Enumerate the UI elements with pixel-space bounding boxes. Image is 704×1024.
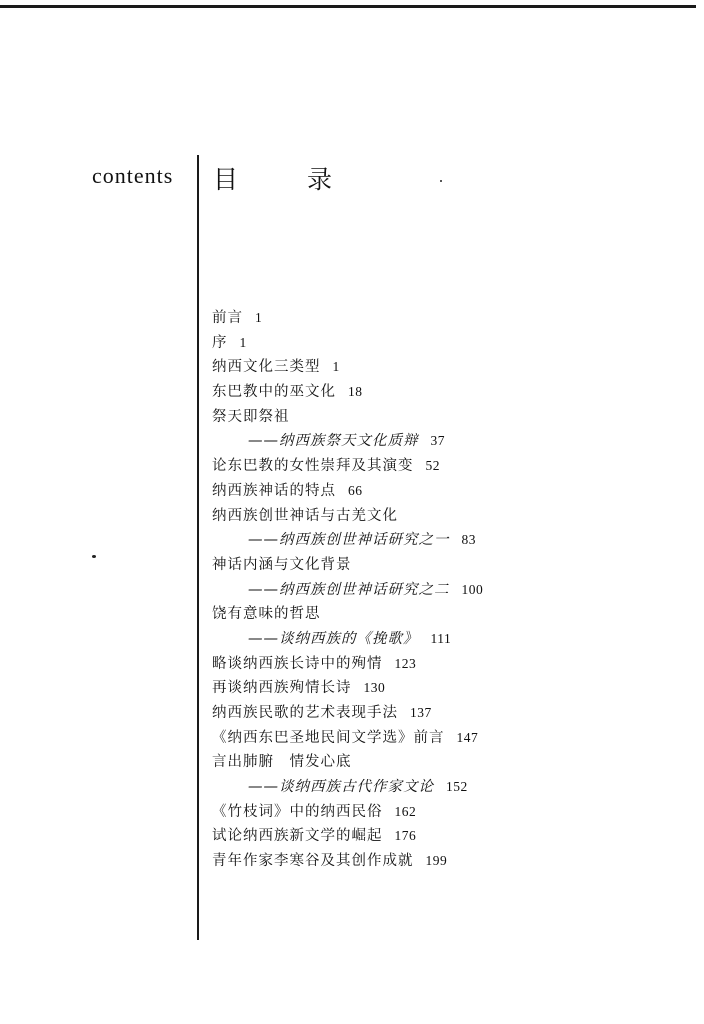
toc-entry bbox=[212, 652, 682, 677]
toc-page-number: 1 bbox=[332, 359, 340, 375]
toc-entry-title: 纳西文化三类型 bbox=[212, 359, 321, 376]
toc-page-number: 1 bbox=[239, 334, 247, 350]
toc-entry-title: ——谈纳西族古代作家文论 bbox=[248, 779, 434, 796]
toc-page-number: 162 bbox=[394, 803, 417, 819]
toc-entry bbox=[212, 306, 682, 331]
toc-entry bbox=[212, 355, 682, 380]
toc-entry bbox=[212, 800, 682, 825]
toc-entry-title: 试论纳西族新文学的崛起 bbox=[212, 828, 383, 845]
toc-entry bbox=[212, 726, 682, 751]
toc-entry bbox=[212, 479, 682, 504]
scan-speck bbox=[440, 180, 442, 182]
toc-entry-title: 东巴教中的巫文化 bbox=[212, 384, 336, 401]
toc-entry bbox=[212, 454, 682, 479]
contents-label: contents bbox=[92, 163, 174, 188]
toc-page-number: 130 bbox=[363, 680, 386, 696]
toc-entry-title: 《竹枝词》中的纳西民俗 bbox=[212, 803, 383, 820]
toc-entry-title: 纳西族民歌的艺术表现手法 bbox=[212, 705, 398, 721]
toc-entry-title: 神话内涵与文化背景 bbox=[212, 556, 352, 573]
toc-entry-title: ——纳西族创世神话研究之一 bbox=[248, 532, 450, 549]
toc-entry bbox=[212, 676, 682, 701]
toc-subtitle-entry bbox=[212, 528, 682, 553]
toc-subtitle-entry bbox=[212, 627, 682, 652]
toc-entry-title: 言出肺腑 情发心底 bbox=[212, 754, 352, 771]
toc-page-number: 100 bbox=[461, 581, 484, 597]
toc-entry bbox=[212, 849, 682, 874]
scan-speck bbox=[92, 555, 96, 558]
toc-entry-title: 纳西族神话的特点 bbox=[212, 482, 336, 499]
toc-page-number: 1 bbox=[255, 310, 263, 325]
toc-entry bbox=[212, 701, 682, 726]
toc-entry-title: 青年作家李寒谷及其创作成就 bbox=[212, 853, 414, 870]
vertical-rule bbox=[197, 155, 199, 940]
toc-entry-title: 略谈纳西族长诗中的殉情 bbox=[212, 655, 383, 672]
top-rule bbox=[0, 5, 696, 8]
toc-entry-title: 再谈纳西族殉情长诗 bbox=[212, 680, 352, 697]
toc-entry-title: 纳西族创世神话与古羌文化 bbox=[212, 507, 398, 524]
toc-entry-title: 论东巴教的女性崇拜及其演变 bbox=[212, 458, 414, 475]
toc-entry-title: ——纳西族祭天文化质辩 bbox=[248, 433, 419, 450]
toc-page-number: 66 bbox=[348, 482, 363, 498]
toc-page-number: 83 bbox=[461, 532, 476, 548]
toc-page-number: 147 bbox=[456, 729, 479, 745]
toc-page-number: 152 bbox=[446, 779, 468, 795]
toc-entry bbox=[212, 602, 682, 627]
toc-page-number: 176 bbox=[394, 828, 417, 844]
toc-entry-title: 前言 bbox=[212, 310, 243, 326]
toc-page-number: 18 bbox=[348, 384, 363, 400]
toc-entry bbox=[212, 553, 682, 578]
toc-page-number: 37 bbox=[430, 433, 445, 449]
toc-entry bbox=[212, 824, 682, 849]
toc-entry bbox=[212, 750, 682, 775]
toc-page-number: 111 bbox=[430, 630, 452, 646]
toc-subtitle-entry bbox=[212, 578, 682, 603]
toc-page-number: 123 bbox=[394, 655, 417, 671]
toc-list bbox=[212, 306, 682, 874]
toc-entry-title: 祭天即祭祖 bbox=[212, 408, 290, 425]
toc-entry-title: 《纳西东巴圣地民间文学选》前言 bbox=[212, 729, 445, 746]
toc-subtitle-entry bbox=[212, 775, 682, 800]
toc-entry bbox=[212, 504, 682, 529]
toc-page-number: 199 bbox=[425, 853, 448, 869]
toc-page-number: 52 bbox=[425, 458, 440, 474]
toc-subtitle-entry bbox=[212, 429, 682, 454]
toc-entry-title: ——纳西族创世神话研究之二 bbox=[248, 581, 450, 598]
toc-entry bbox=[212, 405, 682, 430]
toc-title: 目 录 bbox=[213, 165, 355, 194]
toc-entry bbox=[212, 380, 682, 405]
toc-entry-title: 序 bbox=[212, 334, 228, 351]
toc-entry-title: ——谈纳西族的《挽歌》 bbox=[248, 630, 419, 647]
toc-entry bbox=[212, 331, 682, 356]
toc-page-number: 137 bbox=[410, 705, 432, 720]
toc-entry-title: 饶有意味的哲思 bbox=[212, 606, 321, 623]
